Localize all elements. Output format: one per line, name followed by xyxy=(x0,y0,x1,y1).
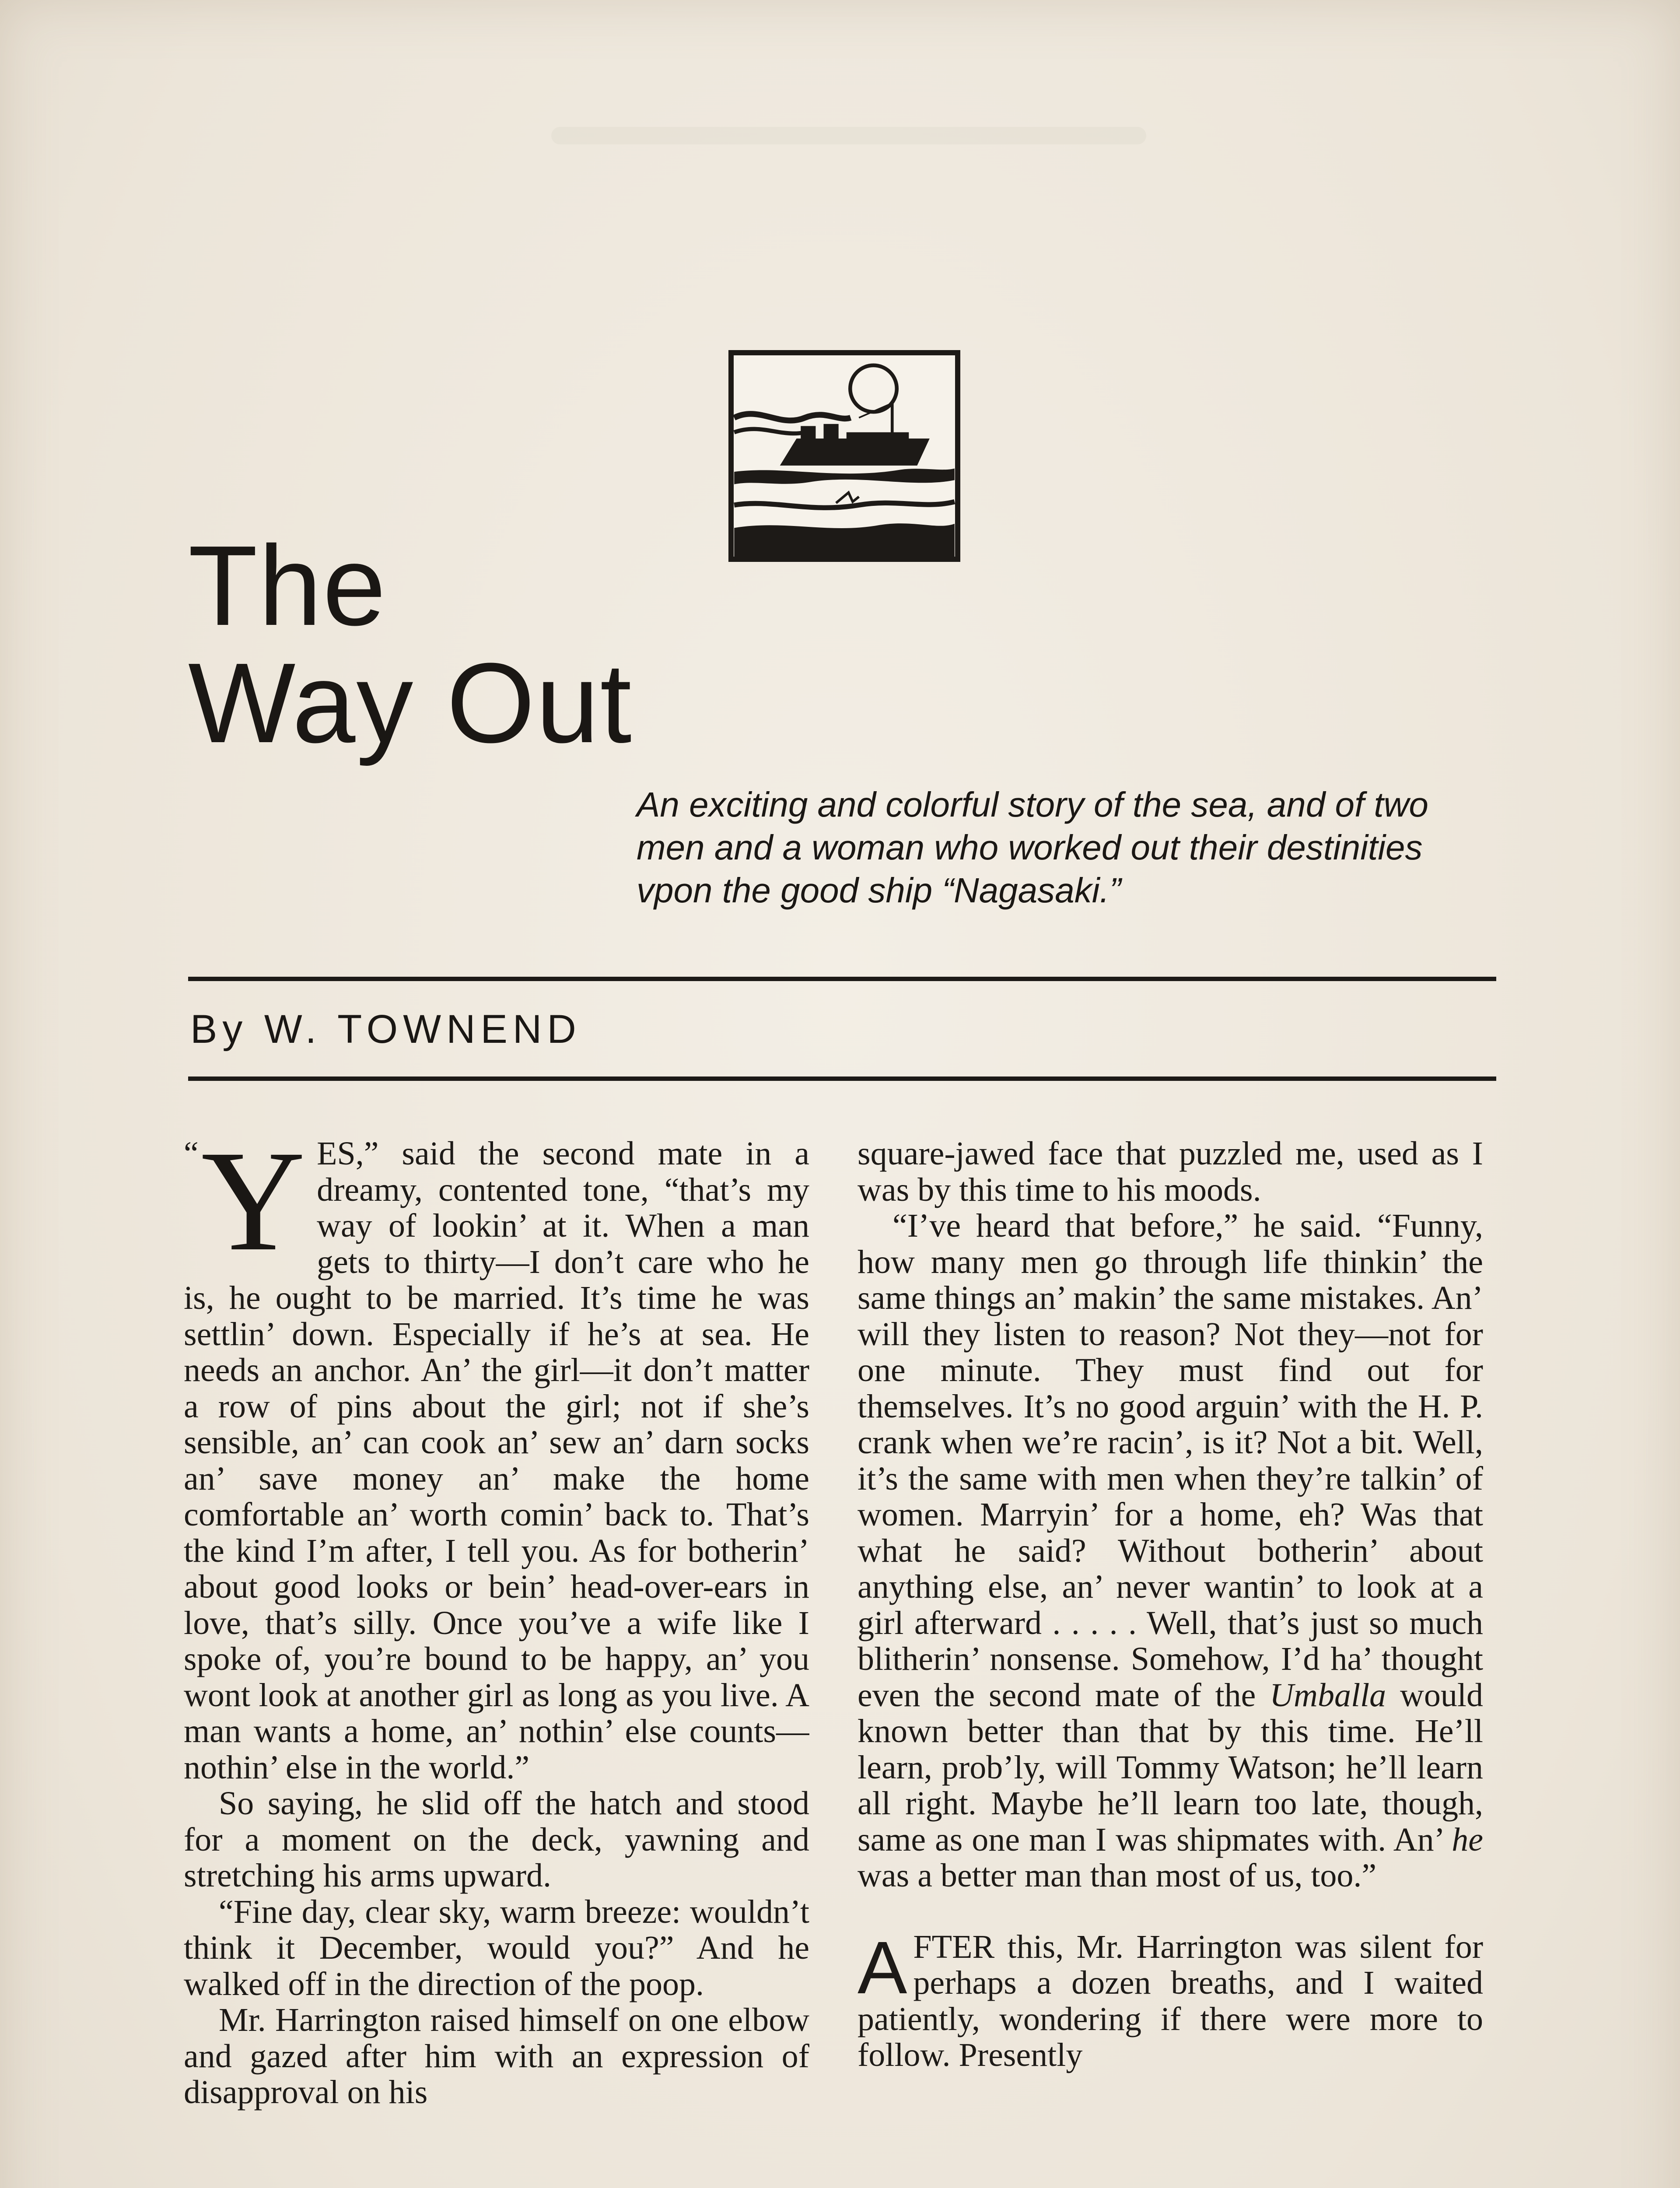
paragraph xyxy=(184,1136,809,1785)
emphasis: he xyxy=(1452,1821,1483,1858)
paragraph-text: was a better man than most of us, too.” xyxy=(858,1857,1377,1894)
open-quote: “ xyxy=(184,1136,199,1172)
header-illustration xyxy=(734,355,955,557)
paragraph: So saying, he slid off the hatch and stood for a moment on the deck, yawning and stretching his arms upward. xyxy=(184,1785,809,1894)
paragraph-text: FTER this, Mr. Harrington was silent for perhaps a dozen breaths, and I waited patiently, wondering if there were more to follow. Presently xyxy=(858,1928,1483,2073)
text-column-right xyxy=(858,1136,1483,2188)
drop-cap: A xyxy=(858,1926,907,2009)
text-column-left xyxy=(184,1136,809,2188)
byline: By W. TOWNEND xyxy=(190,1007,581,1052)
steamship-moon-sea-icon xyxy=(728,350,960,562)
bottom-rule xyxy=(188,1076,1496,1081)
paragraph-text: would known better than that by this time. He’ll learn, prob’ly, will Tommy Watson; he’ll learn all right. Maybe he’ll learn too late, though, same as one man I was shipmates with. An’ xyxy=(858,1676,1483,1858)
paragraph-text: “I’ve heard that before,” he said. “Funny, how many men go through life thinkin’ the same things an’ makin’ the same mistakes. An’ will they listen to reason? Not they—not for one minute. They must find out for themselves. It’s no good arguin’ with the H. P. crank when we’re racin’, is it? Not a bit. Well, it’s the same with men when they’re talkin’ of women. Marryin’ for a home, eh? Was that what he said? Without botherin’ about anything else, an’ never wantin’ to look at a girl afterward . . . . . Well, that’s just so much blitherin’ nonsense. Somehow, I’d ha’ thought even the second mate of the xyxy=(858,1207,1483,1714)
paragraph xyxy=(858,1926,1483,2073)
paragraph xyxy=(858,1208,1483,1894)
bleed-through-shadow xyxy=(551,127,1146,144)
title-line-1: The xyxy=(188,522,387,649)
title-line-2: Way Out xyxy=(188,640,633,767)
paragraph: “Fine day, clear sky, warm breeze: wouldn’t think it December, would you?” And he walked off in the direction of the poop. xyxy=(184,1893,809,2002)
paragraph-text: ES,” said the second mate in a dreamy, contented tone, “that’s my way of lookin’ at it. When a man gets to thirty—I don’t care who he is, he ought to be married. It’s time he was settlin’ down. Especially if he’s at sea. He needs an anchor. An’ the girl—it don’t matter a row of pins about the girl; not if she’s sensible, an’ can cook an’ sew an’ darn socks an’ save money an’ make the home comfortable an’ worth comin’ back to. That’s the kind I’m after, I tell you. As for botherin’ about good looks or bein’ head-over-ears in love, that’s silly. Once you’ve a wife like I spoke of, you’re bound to be happy, an’ you wont look at another girl as long as you live. A man wants a home, an’ nothin’ else counts—nothin’ else in the world.” xyxy=(184,1136,809,1786)
drop-cap: Y xyxy=(201,1136,306,1281)
ship-name: Umballa xyxy=(1270,1676,1386,1714)
article-title xyxy=(188,522,633,767)
paragraph: Mr. Harrington raised himself on one elbow and gazed after him with an expression of disapproval on his xyxy=(184,2002,809,2111)
article-subtitle: An exciting and colorful story of the sea, and of two men and a woman who worked out their destinities vpon the good ship “Nagasaki.” xyxy=(637,785,1428,910)
top-rule xyxy=(188,977,1496,981)
paragraph: square-jawed face that puzzled me, used as I was by this time to his moods. xyxy=(858,1136,1483,1208)
